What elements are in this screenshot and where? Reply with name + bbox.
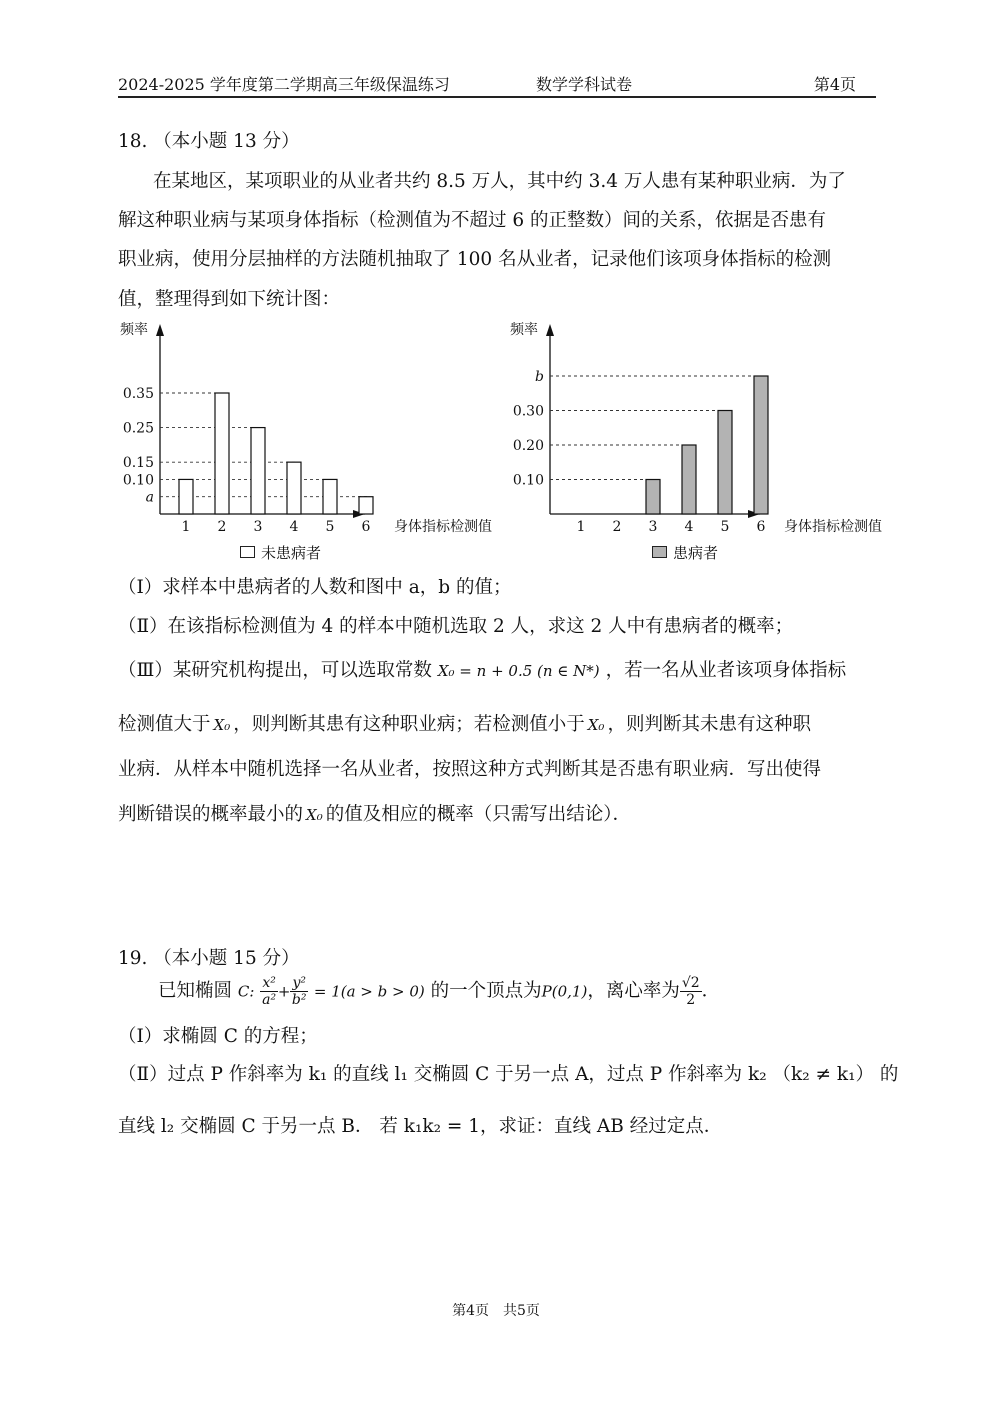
- q19-ecc-num: √2: [681, 975, 700, 991]
- q19-stem-d: ．: [701, 980, 721, 1002]
- q18-part3-line2-a: 检测值大于: [118, 714, 211, 735]
- c1-ytick-4: 0.35: [122, 386, 154, 402]
- q18-part1: （Ⅰ）求样本中患病者的人数和图中 a，b 的值；: [118, 577, 512, 598]
- q19-stem-c: ，离心率为: [587, 980, 680, 1002]
- legend-unaffected: [240, 542, 321, 563]
- c1-bar-2: [215, 393, 229, 514]
- q18-x0-symbol-2: X₀: [587, 716, 605, 734]
- c2-ytick-3: b: [535, 369, 544, 385]
- c1-xtick-2: 2: [217, 519, 227, 535]
- c2-xtick-3: 3: [648, 519, 658, 535]
- legend-label-affected: 患病者: [673, 544, 719, 562]
- chart-unaffected: [115, 318, 500, 548]
- q18-line-3: 职业病，使用分层抽样的方法随机抽取了 100 名从业者，记录他们该项身体指标的检测: [118, 249, 832, 270]
- c1-xtick-3: 3: [253, 519, 263, 535]
- q18-part3-formula: X₀ = n + 0.5 (n ∈ N*): [437, 662, 600, 680]
- q18-part3-line4-a: 判断错误的概率最小的: [118, 804, 304, 825]
- c1-ytick-0: a: [145, 489, 154, 506]
- q18-heading: 18. （本小题 13 分）: [118, 131, 300, 152]
- c1-y-label: 频率: [120, 322, 148, 338]
- c2-ytick-1: 0.20: [512, 438, 544, 454]
- q18-part3-line2: [118, 710, 811, 736]
- c2-xtick-1: 1: [576, 519, 586, 535]
- q18-part3-line4: [118, 800, 631, 826]
- c2-xtick-4: 4: [684, 519, 694, 535]
- q19-equation-rhs: = 1(a > b > 0): [313, 982, 425, 1001]
- q19-frac-x-num: x²: [262, 975, 276, 991]
- q19-frac-x: [260, 975, 278, 1008]
- c1-bar-5: [323, 479, 337, 514]
- page-footer: 第4页 共5页: [452, 1303, 540, 1319]
- c2-ytick-2: 0.30: [512, 403, 544, 420]
- c1-xtick-5: 5: [325, 519, 335, 535]
- q18-part3-text-b: ，若一名从业者该项身体指标: [605, 660, 847, 681]
- q18-part3-line4-b: 的值及相应的概率（只需写出结论）．: [325, 804, 631, 825]
- q19-part2-line2: 直线 l₂ 交椭圆 C 于另一点 B． 若 k₁k₂ = 1，求证：直线 AB 经过定点．: [118, 1116, 723, 1137]
- c1-bar-3: [251, 428, 265, 514]
- chart-unaffected-svg: [115, 318, 500, 548]
- q19-stem-a: 已知椭圆: [158, 980, 233, 1002]
- legend-affected: [652, 542, 718, 563]
- q18-line-4: 值，整理得到如下统计图：: [118, 289, 341, 310]
- c1-y-arrow: [156, 324, 164, 336]
- chart-affected-svg: [505, 318, 890, 548]
- c1-x-label: 身体指标检测值: [394, 519, 492, 535]
- c2-ytick-0: 0.10: [512, 472, 544, 489]
- c2-xtick-5: 5: [720, 519, 730, 535]
- c2-y-arrow: [546, 324, 554, 336]
- c1-bar-4: [287, 462, 301, 514]
- q19-part2-line1: （Ⅱ）过点 P 作斜率为 k₁ 的直线 l₁ 交椭圆 C 于另一点 A，过点 P 作斜率为 k₂ （k₂ ≠ k₁） 的: [118, 1064, 899, 1085]
- q19-eccentricity: [680, 975, 702, 1008]
- chart-affected: [505, 318, 890, 548]
- c1-xtick-4: 4: [289, 519, 299, 535]
- header-subject: 数学学科试卷: [536, 75, 633, 94]
- legend-swatch-affected: [652, 546, 667, 558]
- q19-point-p: P(0,1): [541, 982, 588, 1001]
- legend-label-unaffected: 未患病者: [261, 544, 322, 562]
- c2-xtick-6: 6: [756, 519, 766, 535]
- q18-x0-symbol-3: X₀: [306, 806, 323, 824]
- q18-part2: （Ⅱ）在该指标检测值为 4 的样本中随机选取 2 人，求这 2 人中有患病者的概率；: [118, 616, 794, 637]
- q18-part3-text-a: （Ⅲ）某研究机构提出，可以选取常数: [118, 660, 432, 681]
- q18-part3-line1: [118, 656, 846, 682]
- c2-y-label: 频率: [510, 322, 538, 338]
- c2-bar-5: [718, 411, 732, 515]
- q19-stem-b: 的一个顶点为: [430, 980, 542, 1002]
- q18-line-1: 在某地区，某项职业的从业者共约 8.5 万人，其中约 3.4 万人患有某种职业病．为了: [153, 171, 846, 192]
- q18-part3-line2-c: ，则判断其未患有这种职: [607, 714, 811, 735]
- c1-ytick-2: 0.15: [122, 455, 154, 472]
- q19-ellipse-symbol: C: [237, 982, 250, 1001]
- legend-swatch-unaffected: [240, 546, 255, 558]
- q18-line-2: 解这种职业病与某项身体指标（检测值为不超过 6 的正整数）间的关系，依据是否患有: [118, 210, 827, 231]
- q19-stem: 已知椭圆 C: $\frac{\text{x²}}{\text{a²}}$ + $\frac{\text{y²}}{\text{b²}}$ = 1(a > b > 0) 的一个顶点为P(0,1)，离心率为 $\frac{√2}{2}$ ．: [158, 975, 721, 1008]
- q18-x0-symbol-1: X₀: [213, 716, 231, 734]
- q19-frac-x-den: a²: [262, 992, 277, 1008]
- c1-ytick-1: 0.10: [122, 472, 154, 489]
- c2-bar-6: [754, 376, 768, 514]
- q19-part1: （Ⅰ）求椭圆 C 的方程；: [118, 1026, 318, 1047]
- q19-frac-y-num: y²: [292, 975, 306, 991]
- q18-part3-line2-b: ，则判断其患有这种职业病；若检测值小于: [233, 714, 585, 735]
- header-exam-title: 2024-2025 学年度第二学期高三年级保温练习: [118, 75, 450, 94]
- c1-ytick-3: 0.25: [122, 420, 154, 437]
- c1-bar-6: [359, 497, 373, 514]
- c1-xtick-1: 1: [181, 519, 191, 535]
- c1-bar-1: [179, 479, 193, 514]
- q19-ecc-den: 2: [686, 992, 696, 1008]
- q18-part3-line3: 业病．从样本中随机选择一名从业者，按照这种方式判断其是否患有职业病．写出使得: [118, 759, 822, 780]
- c2-bar-3: [646, 480, 660, 515]
- c1-xtick-6: 6: [361, 519, 371, 535]
- q19-frac-y-den: b²: [291, 992, 307, 1008]
- c2-xtick-2: 2: [612, 519, 622, 535]
- q19-heading: 19. （本小题 15 分）: [118, 948, 300, 969]
- q19-frac-y: [290, 975, 308, 1008]
- page-header: [118, 70, 876, 98]
- c2-bar-4: [682, 445, 696, 514]
- header-page-number: 第4页: [813, 75, 856, 94]
- c2-x-label: 身体指标检测值: [784, 519, 882, 535]
